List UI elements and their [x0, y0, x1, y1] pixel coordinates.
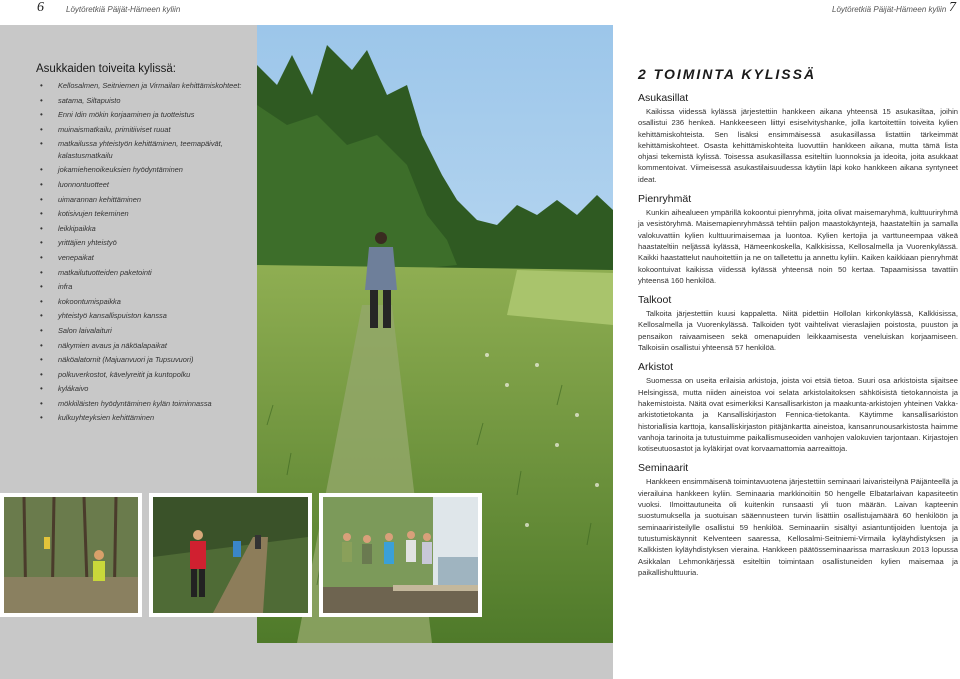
list-item: • satama, Siltapuisto [36, 95, 246, 106]
list-item: • kotisivujen tekeminen [36, 208, 246, 219]
section-body-arkistot: Suomessa on useita erilaisia arkistoja, joista voi etsiä tietoa. Suuri osa arkistoista sijaitsee Helsingissä, mutta niiden aineistoa voi selata arkistolaitoksen sähköisistä tietokannoista ja hakemistoista. Näitä ovat esimerkiksi Kansallisarkiston ja maakunta-arkistojen yhteinen Vakka-arkistotietokanta ja Kansalliskirjaston Fennica-tietokanta. Käytimme kansallisarkiston historiallisia karttoja, kansalliskirjaston pitäjänkarttа aineistoa, kansanrunousarkistosta haimme vanhoja tarinoita ja tutustuimme paikallismuseoiden vanhojen valokuvien tarjontaan. Kirjastojen kotiseutuosastot ja kyläkirjat ovat korvaamattomia aarreaittoja. [638, 376, 958, 454]
right-running-title: Löytöretkiä Päijät-Hämeen kyliin [832, 5, 947, 14]
wishes-list [36, 80, 246, 427]
section-heading-arkistot: Arkistot [638, 361, 674, 374]
forest-path-hikers-photo [149, 493, 312, 617]
section-heading-seminaarit: Seminaarit [638, 462, 689, 475]
right-page-number: 7 [949, 0, 956, 15]
group-by-shore-photo [319, 493, 482, 617]
list-item: • venepaikat [36, 252, 246, 263]
section-heading-pienryhmat: Pienryhmät [638, 193, 692, 206]
list-item: • yrittäjien yhteistyö [36, 237, 246, 248]
list-item: • leikkipaikka [36, 223, 246, 234]
section-body-talkoot: Talkoita järjestettiin kuusi kappaletta. Niitä pidettiin Hollolan kirkonkylässä, Kalkkisissa, Kellosalmella ja Vuorenkylässä. Talkoiden työt vaihtelivat vieraslajien poistosta, puuston ja pensaikon raivaamiseen sekä omenapuiden leikkaamisesta veneluiskan korjaamiseen. Talkoisiin osallistui yhteensä 57 henkilöä. [638, 309, 958, 353]
chapter-title: 2 TOIMINTA KYLISSÄ [638, 66, 817, 82]
list-item: • jokamiehenoikeuksien hyödyntäminen [36, 164, 246, 175]
list-item: • näkymien avaus ja näköalapaikat [36, 340, 246, 351]
section-body-seminaarit: Hankkeen ensimmäisenä toimintavuotena järjestettiin seminaari laivaristeilynä Päijänteellä ja vierailuina hankkeen kyliin. Seminaaria markkinoitiin 50 hengelle Elbatarlaivan kapasiteetin vuoksi. Ilmoittautuneita oli kuitenkin runsaasti yli tuon määrän. Laivan kapteenin suostumuksella ja suotuisan sääennusteen turvin lisättiin osallistujamäärä 60 henkilöön ja seminaariristeilylle osallistui 59 henkilöä. Seminaariin sisältyi asiantuntijoiden luentoja ja tutustumiskäynnit Kelventeen saaressa, Kellosalmi-Seitniemi-Virmaila kyläyhdistyksen ja Kalkkisten kyläyhdistyksen vieraina. Hankkeen päätösseminaarissa marraskuun 2013 lopussa Asikkalan Lehmonkärjessä esiteltiin toimintaan osallistuneiden kylien maisemaa ja paikallishulttuuria. [638, 477, 958, 577]
article-column [638, 66, 958, 578]
list-item: • infra [36, 281, 246, 292]
list-item: • polkuverkostot, kävelyreitit ja kuntopolku [36, 369, 246, 380]
section-heading-asukasillat: Asukasillat [638, 92, 689, 104]
list-item: • matkailussa yhteistyön kehittäminen, teemapäivät, kalastusmatkailu [36, 138, 246, 161]
list-item: • luonnontuotteet [36, 179, 246, 190]
list-item: • kylákaivo [36, 383, 246, 394]
list-item: • uimarannan kehittäminen [36, 194, 246, 205]
list-item: • yhteistyö kansallispuiston kanssa [36, 310, 246, 321]
list-item: • kulkuyhteyksien kehittäminen [36, 412, 246, 423]
list-item: • matkailutuotteiden paketointi [36, 267, 246, 278]
wishes-title: Asukkaiden toiveita kylissä: [36, 63, 176, 75]
list-item: • Enni Idin mökin korjaaminen ja tuotteistus [36, 109, 246, 120]
list-item: • Kellosalmen, Seitniemen ja Virmailan kehittämiskohteet: [36, 80, 246, 91]
section-body-asukasillat: Kaikissa viidessä kylässä järjestettiin hankkeen aikana yhteensä 15 asukasiltaa, joihin osallistui 236 henkeä. Hankkeeseen liittyi esiselvityshanke, jolla kartoitettiin toiveita kylien kehittämiskohteista. Sen lisäksi ensimmäisessä asukasillassa listattiin tärkeimmät kehittämiskohteet. Osasta kehittämiskohteita luovuttiin hankkeen aikana, mutta tämä lista ohjasi tekemistä kylissä. Toisessa asukasillassa esiteltiin luonnoksia ja ideoita, joita asukkaat kommentoivat. Viimeisessä asukastilaisuudessa käytiin läpi koko hankkeen aikana syntyneet ideat. [638, 107, 958, 184]
list-item: • mökkiläisten hyödyntäminen kylän toiminnassa [36, 398, 246, 409]
list-item: • Salon laivalaituri [36, 325, 246, 336]
list-item: • näköalatornit (Majuanvuori ja Tupsuvuori) [36, 354, 246, 365]
left-page-number: 6 [37, 0, 44, 15]
section-heading-talkoot: Talkoot [638, 294, 672, 307]
section-body-pienryhmat: Kunkin aihealueen ympärillä kokoontui pienryhmä, joita olivat maisemaryhmä, kulttuuriryhmä ja vesistöryhmä. Maisemapienryhmässä tehtiin paljon maastokäyntejä, haastateltiin ja samalla valokuvattiin kylien kulttuurimaisemaa ja luontoa. Kylien kertojia ja varttuneempaa väkeä haastateltiin neljässä kylässä, Hämeenkoskella, Kalkkisissa, Kellosalmella ja Vuorenkylässä. Kaikki haastattelut nauhoitettiin ja ne on talletettu ja annettu kyliin. Kaiken kaikkiaan pienryhmät kokoontuivat kaikissa viidessä kylässä yhteensä noin 50 kertaa. Tapaamisissa tavattiin yhteensä 160 henkilöä. [638, 208, 958, 285]
list-item: • muinaismatkailu, primitiiviset ruuat [36, 124, 246, 135]
list-item: • kokoontumispaikka [36, 296, 246, 307]
left-running-title: Löytöretkiä Päijät-Hämeen kyliin [66, 5, 181, 14]
forest-volunteers-photo [0, 493, 142, 617]
bottom-grey-strip [0, 643, 613, 679]
